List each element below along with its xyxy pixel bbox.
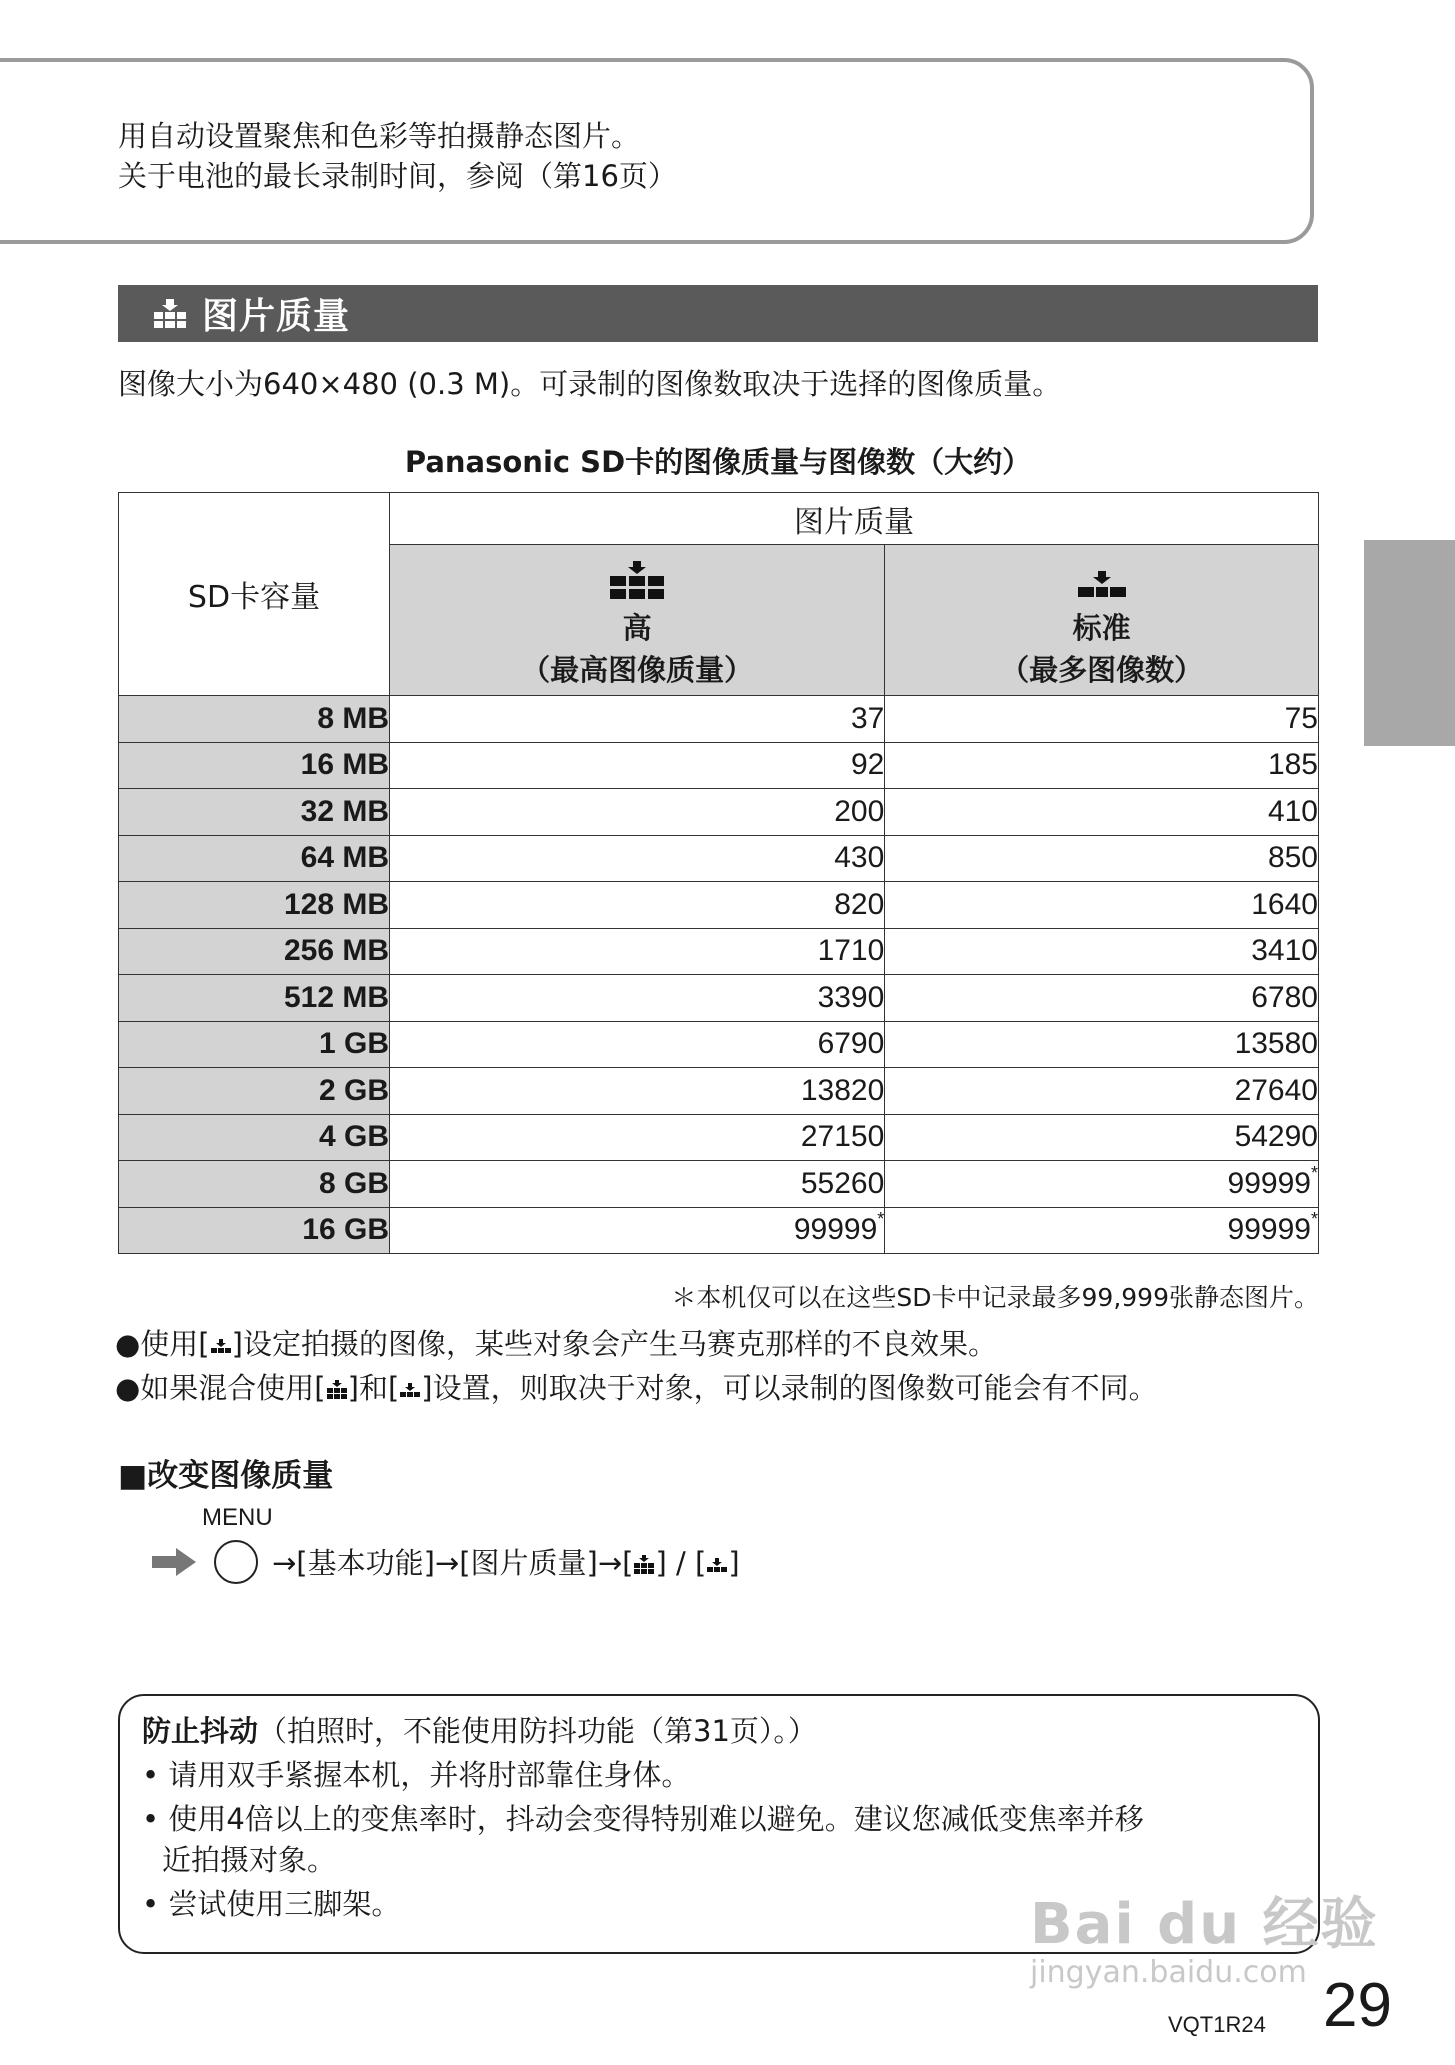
table-row bbox=[119, 975, 1319, 1022]
standard-count-value: 75 bbox=[1284, 701, 1318, 735]
standard-count-value: 13580 bbox=[1234, 1027, 1318, 1061]
intro-line-2: 关于电池的最长录制时间，参阅（第16页） bbox=[118, 159, 677, 193]
table-row bbox=[119, 1068, 1319, 1115]
menu-path-start: →[基本功能]→[图片质量]→[ bbox=[272, 1546, 634, 1580]
standard-count-cell bbox=[885, 1068, 1319, 1115]
standard-count-value: 1640 bbox=[1251, 887, 1318, 921]
bullet-2-text-start: ●如果混合使用[ bbox=[115, 1371, 326, 1405]
table-title: Panasonic SD卡的图像质量与图像数（大约） bbox=[404, 445, 1032, 479]
standard-count-value: 99999 bbox=[1227, 1166, 1311, 1200]
capacity-cell: 256 MB bbox=[119, 928, 390, 975]
table-row bbox=[119, 1207, 1319, 1254]
high-count-cell bbox=[390, 1068, 885, 1115]
high-count-cell bbox=[390, 1161, 885, 1208]
watermark-logo: Bai du 经验 bbox=[1030, 1892, 1379, 1957]
high-count-cell bbox=[390, 835, 885, 882]
standard-count-value: 6780 bbox=[1251, 980, 1318, 1014]
standard-count-value: 410 bbox=[1267, 794, 1318, 828]
high-count-value: 99999 bbox=[793, 1213, 878, 1247]
high-count-value: 3390 bbox=[817, 980, 885, 1014]
high-count-value: 55260 bbox=[800, 1166, 885, 1200]
tip-title-line bbox=[142, 1711, 817, 1751]
quality-table bbox=[118, 492, 1319, 1254]
high-count-cell bbox=[390, 975, 885, 1022]
standard-count-cell bbox=[885, 1161, 1319, 1208]
high-count-cell bbox=[390, 742, 885, 789]
column-label-standard: 标准 bbox=[1072, 611, 1131, 645]
high-count-value: 6790 bbox=[817, 1027, 885, 1061]
standard-count-value: 185 bbox=[1267, 748, 1318, 782]
column-sublabel-standard: （最多图像数） bbox=[1000, 653, 1204, 687]
tip-item-2a: • 使用4倍以上的变焦率时，抖动会变得特别难以避免。建议您减低变焦率并移 bbox=[142, 1802, 1144, 1836]
standard-count-value: 54290 bbox=[1234, 1120, 1318, 1154]
bullet-standard-mosaic bbox=[115, 1322, 997, 1363]
table-row bbox=[119, 882, 1319, 929]
capacity-cell: 512 MB bbox=[119, 975, 390, 1022]
section-header bbox=[118, 285, 1318, 342]
high-count-value: 27150 bbox=[800, 1120, 885, 1154]
quality-high-icon bbox=[326, 1380, 348, 1400]
bullet-1-text-end: ]设定拍摄的图像，某些对象会产生马赛克那样的不良效果。 bbox=[231, 1327, 997, 1361]
high-count-cell bbox=[390, 1021, 885, 1068]
standard-count-cell bbox=[885, 742, 1319, 789]
high-count-value: 13820 bbox=[800, 1073, 885, 1107]
tip-item-2b: 近拍摄对象。 bbox=[162, 1843, 337, 1877]
section-description: 图像大小为640×480 (0.3 M)。可录制的图像数取决于选择的图像质量。 bbox=[118, 367, 1062, 401]
capacity-cell: 64 MB bbox=[119, 835, 390, 882]
intro-line-1: 用自动设置聚焦和色彩等拍摄静态图片。 bbox=[118, 119, 641, 153]
picture-quality-icon bbox=[152, 299, 188, 329]
table-row bbox=[119, 835, 1319, 882]
capacity-cell: 16 MB bbox=[119, 742, 390, 789]
high-count-cell bbox=[390, 1207, 885, 1254]
tip-title-suffix: （拍照时，不能使用防抖功能（第31页）。） bbox=[258, 1714, 817, 1748]
standard-count-value: 99999 bbox=[1227, 1213, 1311, 1247]
standard-count-cell bbox=[885, 975, 1319, 1022]
menu-label: MENU bbox=[202, 1504, 273, 1531]
bullet-mixed-settings bbox=[115, 1366, 1158, 1407]
group-header: 图片质量 bbox=[390, 493, 1319, 545]
standard-count-cell bbox=[885, 1021, 1319, 1068]
table-row bbox=[119, 696, 1319, 743]
standard-count-cell bbox=[885, 696, 1319, 743]
tip-item-1: • 请用双手紧握本机，并将肘部靠住身体。 bbox=[142, 1758, 691, 1792]
chapter-side-tab bbox=[1364, 540, 1455, 746]
standard-count-cell bbox=[885, 1207, 1319, 1254]
capacity-cell: 1 GB bbox=[119, 1021, 390, 1068]
high-count-cell bbox=[390, 696, 885, 743]
page-number: 29 bbox=[1323, 1971, 1392, 2040]
tip-title: 防止抖动 bbox=[142, 1714, 259, 1748]
quality-standard-icon bbox=[1072, 561, 1132, 601]
standard-count-cell bbox=[885, 789, 1319, 836]
quality-standard-icon bbox=[399, 1381, 421, 1399]
standard-count-cell bbox=[885, 928, 1319, 975]
table-row bbox=[119, 928, 1319, 975]
standard-count-cell bbox=[885, 882, 1319, 929]
standard-count-note: * bbox=[1310, 1162, 1318, 1183]
standard-count-value: 3410 bbox=[1251, 934, 1318, 968]
tip-item-3: • 尝试使用三脚架。 bbox=[142, 1887, 401, 1921]
high-count-value: 200 bbox=[834, 794, 885, 828]
table-row bbox=[119, 742, 1319, 789]
standard-count-cell bbox=[885, 1114, 1319, 1161]
arrow-right-icon bbox=[152, 1548, 196, 1576]
high-count-value: 37 bbox=[850, 701, 885, 735]
menu-path-end: ] bbox=[728, 1546, 740, 1580]
document-id: VQT1R24 bbox=[1168, 2012, 1266, 2037]
column-label-high: 高 bbox=[622, 611, 652, 645]
capacity-cell: 2 GB bbox=[119, 1068, 390, 1115]
table-footnote: ＊本机仅可以在这些SD卡中记录最多99,999张静态图片。 bbox=[671, 1283, 1319, 1312]
bullet-2-text-mid: ]和[ bbox=[347, 1371, 400, 1405]
capacity-cell: 8 MB bbox=[119, 696, 390, 743]
menu-path bbox=[272, 1541, 740, 1582]
watermark-url: jingyan.baidu.com bbox=[1030, 1955, 1307, 1990]
high-count-cell bbox=[390, 928, 885, 975]
quality-standard-icon bbox=[706, 1556, 728, 1574]
high-count-value: 1710 bbox=[817, 934, 885, 968]
table-row bbox=[119, 1161, 1319, 1208]
capacity-cell: 4 GB bbox=[119, 1114, 390, 1161]
high-count-value: 430 bbox=[834, 841, 885, 875]
menu-path-mid: ] / [ bbox=[655, 1546, 707, 1580]
capacity-cell: 32 MB bbox=[119, 789, 390, 836]
quality-standard-icon bbox=[210, 1337, 232, 1355]
column-header-standard bbox=[885, 545, 1319, 696]
table-row bbox=[119, 1114, 1319, 1161]
column-header-high bbox=[390, 545, 885, 696]
capacity-cell: 128 MB bbox=[119, 882, 390, 929]
capacity-cell: 16 GB bbox=[119, 1207, 390, 1254]
standard-count-note: * bbox=[1310, 1209, 1318, 1230]
high-count-note: * bbox=[877, 1209, 885, 1230]
high-count-value: 92 bbox=[850, 748, 885, 782]
standard-count-value: 850 bbox=[1267, 841, 1318, 875]
bullet-1-text-start: ●使用[ bbox=[115, 1327, 210, 1361]
standard-count-value: 27640 bbox=[1234, 1073, 1318, 1107]
bullet-2-text-end: ]设置，则取决于对象，可以录制的图像数可能会有不同。 bbox=[421, 1371, 1158, 1405]
table-row bbox=[119, 1021, 1319, 1068]
quality-high-icon bbox=[633, 1555, 655, 1575]
corner-header: SD卡容量 bbox=[119, 493, 390, 696]
table-row bbox=[119, 789, 1319, 836]
high-count-cell bbox=[390, 882, 885, 929]
high-count-cell bbox=[390, 1114, 885, 1161]
standard-count-cell bbox=[885, 835, 1319, 882]
high-count-value: 820 bbox=[834, 887, 885, 921]
column-sublabel-high: （最高图像质量） bbox=[521, 653, 754, 687]
high-count-cell bbox=[390, 789, 885, 836]
capacity-cell: 8 GB bbox=[119, 1161, 390, 1208]
quality-high-icon bbox=[607, 561, 667, 601]
section-title: 图片质量 bbox=[202, 296, 351, 337]
menu-button-icon[interactable] bbox=[214, 1540, 258, 1584]
change-quality-title: ■改变图像质量 bbox=[118, 1458, 334, 1494]
